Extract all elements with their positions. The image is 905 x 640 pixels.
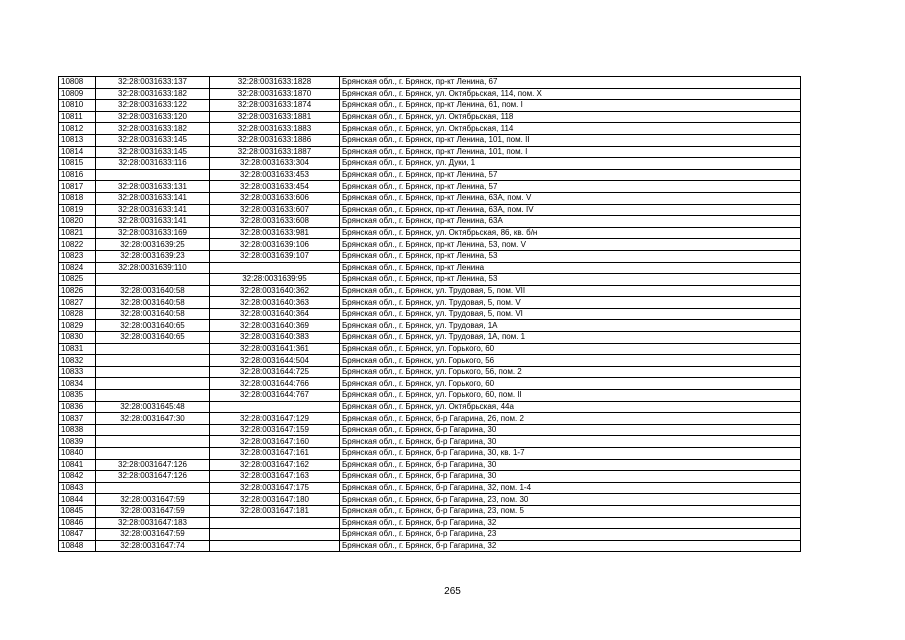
- address-cell: Брянская обл., г. Брянск, пр-кт Ленина, 57: [340, 169, 801, 181]
- row-number-cell: 10842: [59, 471, 96, 483]
- object-number-cell: 32:28:0031644:504: [210, 355, 340, 367]
- row-number-cell: 10813: [59, 134, 96, 146]
- address-cell: Брянская обл., г. Брянск, ул. Трудовая, 5, пом. V: [340, 297, 801, 309]
- parcel-number-cell: 32:28:0031647:30: [96, 413, 210, 425]
- address-cell: Брянская обл., г. Брянск, ул. Дуки, 1: [340, 158, 801, 170]
- row-number-cell: 10838: [59, 424, 96, 436]
- object-number-cell: 32:28:0031633:1828: [210, 77, 340, 89]
- row-number-cell: 10820: [59, 216, 96, 228]
- row-number-cell: 10810: [59, 100, 96, 112]
- parcel-number-cell: 32:28:0031633:145: [96, 134, 210, 146]
- parcel-number-cell: 32:28:0031645:48: [96, 401, 210, 413]
- object-number-cell: 32:28:0031633:1870: [210, 88, 340, 100]
- parcel-number-cell: 32:28:0031639:110: [96, 262, 210, 274]
- row-number-cell: 10846: [59, 517, 96, 529]
- row-number-cell: 10812: [59, 123, 96, 135]
- object-number-cell: 32:28:0031647:181: [210, 505, 340, 517]
- table-row: [59, 378, 801, 390]
- page-number: 265: [444, 586, 461, 597]
- address-cell: Брянская обл., г. Брянск, пр-кт Ленина, 63А, пом. IV: [340, 204, 801, 216]
- object-number-cell: 32:28:0031633:1886: [210, 134, 340, 146]
- row-number-cell: 10843: [59, 482, 96, 494]
- object-number-cell: 32:28:0031633:304: [210, 158, 340, 170]
- row-number-cell: 10825: [59, 274, 96, 286]
- row-number-cell: 10826: [59, 285, 96, 297]
- row-number-cell: 10821: [59, 227, 96, 239]
- address-cell: Брянская обл., г. Брянск, ул. Горького, 56: [340, 355, 801, 367]
- table-row: [59, 505, 801, 517]
- object-number-cell: [210, 401, 340, 413]
- parcel-number-cell: [96, 448, 210, 460]
- table-row: [59, 111, 801, 123]
- row-number-cell: 10840: [59, 448, 96, 460]
- address-cell: Брянская обл., г. Брянск, ул. Горького, 60: [340, 378, 801, 390]
- object-number-cell: 32:28:0031640:383: [210, 332, 340, 344]
- row-number-cell: 10844: [59, 494, 96, 506]
- parcel-number-cell: 32:28:0031633:182: [96, 123, 210, 135]
- address-cell: Брянская обл., г. Брянск, пр-кт Ленина, 63А: [340, 216, 801, 228]
- address-cell: Брянская обл., г. Брянск, ул. Трудовая, 5, пом. VII: [340, 285, 801, 297]
- table-row: [59, 77, 801, 89]
- row-number-cell: 10814: [59, 146, 96, 158]
- object-number-cell: [210, 540, 340, 552]
- object-number-cell: 32:28:0031639:107: [210, 250, 340, 262]
- parcel-number-cell: 32:28:0031647:74: [96, 540, 210, 552]
- object-number-cell: 32:28:0031644:766: [210, 378, 340, 390]
- row-number-cell: 10811: [59, 111, 96, 123]
- table-row: [59, 169, 801, 181]
- parcel-number-cell: [96, 366, 210, 378]
- address-cell: Брянская обл., г. Брянск, б-р Гагарина, 30: [340, 459, 801, 471]
- row-number-cell: 10822: [59, 239, 96, 251]
- table-row: [59, 181, 801, 193]
- address-cell: Брянская обл., г. Брянск, ул. Октябрьская, 118: [340, 111, 801, 123]
- object-number-cell: 32:28:0031633:1874: [210, 100, 340, 112]
- object-number-cell: 32:28:0031640:364: [210, 308, 340, 320]
- table-row: [59, 494, 801, 506]
- parcel-number-cell: 32:28:0031640:58: [96, 297, 210, 309]
- row-number-cell: 10823: [59, 250, 96, 262]
- parcel-number-cell: 32:28:0031640:65: [96, 320, 210, 332]
- table-row: [59, 366, 801, 378]
- address-cell: Брянская обл., г. Брянск, ул. Октябрьская, 114: [340, 123, 801, 135]
- object-number-cell: 32:28:0031647:163: [210, 471, 340, 483]
- table-row: [59, 332, 801, 344]
- table-row: [59, 158, 801, 170]
- parcel-number-cell: 32:28:0031647:183: [96, 517, 210, 529]
- registry-table: [58, 76, 801, 552]
- address-cell: Брянская обл., г. Брянск, пр-кт Ленина, 53: [340, 250, 801, 262]
- address-cell: Брянская обл., г. Брянск, пр-кт Ленина, 53, пом. V: [340, 239, 801, 251]
- object-number-cell: 32:28:0031647:159: [210, 424, 340, 436]
- object-number-cell: 32:28:0031647:175: [210, 482, 340, 494]
- parcel-number-cell: [96, 169, 210, 181]
- row-number-cell: 10847: [59, 529, 96, 541]
- address-cell: Брянская обл., г. Брянск, ул. Трудовая, 1А: [340, 320, 801, 332]
- address-cell: Брянская обл., г. Брянск, ул. Октябрьская, 86, кв. б/н: [340, 227, 801, 239]
- address-cell: Брянская обл., г. Брянск, б-р Гагарина, 30: [340, 424, 801, 436]
- parcel-number-cell: 32:28:0031633:122: [96, 100, 210, 112]
- table-row: [59, 285, 801, 297]
- table-row: [59, 413, 801, 425]
- table-row: [59, 390, 801, 402]
- object-number-cell: 32:28:0031647:161: [210, 448, 340, 460]
- table-row: [59, 529, 801, 541]
- table-row: [59, 308, 801, 320]
- object-number-cell: 32:28:0031644:725: [210, 366, 340, 378]
- address-cell: Брянская обл., г. Брянск, пр-кт Ленина, 101, пом. II: [340, 134, 801, 146]
- row-number-cell: 10833: [59, 366, 96, 378]
- table-row: [59, 192, 801, 204]
- table-row: [59, 448, 801, 460]
- parcel-number-cell: 32:28:0031633:141: [96, 192, 210, 204]
- table-row: [59, 540, 801, 552]
- table-row: [59, 459, 801, 471]
- parcel-number-cell: 32:28:0031647:59: [96, 505, 210, 517]
- object-number-cell: 32:28:0031633:1887: [210, 146, 340, 158]
- address-cell: Брянская обл., г. Брянск, б-р Гагарина, 23: [340, 529, 801, 541]
- parcel-number-cell: [96, 343, 210, 355]
- address-cell: Брянская обл., г. Брянск, пр-кт Ленина, 61, пом. I: [340, 100, 801, 112]
- parcel-number-cell: 32:28:0031633:141: [96, 204, 210, 216]
- object-number-cell: 32:28:0031640:369: [210, 320, 340, 332]
- address-cell: Брянская обл., г. Брянск, б-р Гагарина, 32, пом. 1-4: [340, 482, 801, 494]
- address-cell: Брянская обл., г. Брянск, пр-кт Ленина, 63А, пом. V: [340, 192, 801, 204]
- table-row: [59, 88, 801, 100]
- parcel-number-cell: [96, 436, 210, 448]
- address-cell: Брянская обл., г. Брянск, ул. Трудовая, 5, пом. VI: [340, 308, 801, 320]
- table-row: [59, 274, 801, 286]
- address-cell: Брянская обл., г. Брянск, пр-кт Ленина, 57: [340, 181, 801, 193]
- row-number-cell: 10829: [59, 320, 96, 332]
- row-number-cell: 10832: [59, 355, 96, 367]
- row-number-cell: 10835: [59, 390, 96, 402]
- table-row: [59, 320, 801, 332]
- object-number-cell: 32:28:0031647:129: [210, 413, 340, 425]
- table-row: [59, 123, 801, 135]
- parcel-number-cell: [96, 482, 210, 494]
- parcel-number-cell: 32:28:0031640:65: [96, 332, 210, 344]
- address-cell: Брянская обл., г. Брянск, пр-кт Ленина, 67: [340, 77, 801, 89]
- row-number-cell: 10841: [59, 459, 96, 471]
- object-number-cell: 32:28:0031639:95: [210, 274, 340, 286]
- address-cell: Брянская обл., г. Брянск, пр-кт Ленина: [340, 262, 801, 274]
- table-row: [59, 482, 801, 494]
- parcel-number-cell: 32:28:0031640:58: [96, 285, 210, 297]
- object-number-cell: 32:28:0031633:981: [210, 227, 340, 239]
- parcel-number-cell: 32:28:0031640:58: [96, 308, 210, 320]
- parcel-number-cell: 32:28:0031633:145: [96, 146, 210, 158]
- object-number-cell: 32:28:0031633:606: [210, 192, 340, 204]
- table-row: [59, 146, 801, 158]
- address-cell: Брянская обл., г. Брянск, б-р Гагарина, 23, пом. 30: [340, 494, 801, 506]
- object-number-cell: 32:28:0031641:361: [210, 343, 340, 355]
- table-row: [59, 227, 801, 239]
- parcel-number-cell: 32:28:0031647:126: [96, 459, 210, 471]
- table-row: [59, 471, 801, 483]
- row-number-cell: 10808: [59, 77, 96, 89]
- parcel-number-cell: 32:28:0031639:23: [96, 250, 210, 262]
- address-cell: Брянская обл., г. Брянск, ул. Октябрьская, 44а: [340, 401, 801, 413]
- parcel-number-cell: 32:28:0031647:59: [96, 494, 210, 506]
- address-cell: Брянская обл., г. Брянск, пр-кт Ленина, 101, пом. I: [340, 146, 801, 158]
- address-cell: Брянская обл., г. Брянск, б-р Гагарина, 30: [340, 471, 801, 483]
- parcel-number-cell: 32:28:0031633:169: [96, 227, 210, 239]
- address-cell: Брянская обл., г. Брянск, б-р Гагарина, 30: [340, 436, 801, 448]
- object-number-cell: 32:28:0031647:162: [210, 459, 340, 471]
- table-row: [59, 100, 801, 112]
- row-number-cell: 10845: [59, 505, 96, 517]
- address-cell: Брянская обл., г. Брянск, б-р Гагарина, 30, кв. 1-7: [340, 448, 801, 460]
- table-row: [59, 343, 801, 355]
- row-number-cell: 10830: [59, 332, 96, 344]
- object-number-cell: 32:28:0031644:767: [210, 390, 340, 402]
- object-number-cell: 32:28:0031640:362: [210, 285, 340, 297]
- address-cell: Брянская обл., г. Брянск, ул. Горького, 60: [340, 343, 801, 355]
- row-number-cell: 10839: [59, 436, 96, 448]
- object-number-cell: 32:28:0031633:453: [210, 169, 340, 181]
- address-cell: Брянская обл., г. Брянск, б-р Гагарина, 32: [340, 517, 801, 529]
- table-row: [59, 424, 801, 436]
- table-row: [59, 517, 801, 529]
- address-cell: Брянская обл., г. Брянск, пр-кт Ленина, 53: [340, 274, 801, 286]
- object-number-cell: 32:28:0031633:608: [210, 216, 340, 228]
- table-row: [59, 204, 801, 216]
- row-number-cell: 10827: [59, 297, 96, 309]
- object-number-cell: 32:28:0031647:160: [210, 436, 340, 448]
- parcel-number-cell: 32:28:0031647:59: [96, 529, 210, 541]
- table-row: [59, 436, 801, 448]
- parcel-number-cell: 32:28:0031633:120: [96, 111, 210, 123]
- row-number-cell: 10828: [59, 308, 96, 320]
- row-number-cell: 10834: [59, 378, 96, 390]
- table-row: [59, 250, 801, 262]
- address-cell: Брянская обл., г. Брянск, б-р Гагарина, 32: [340, 540, 801, 552]
- registry-table-body: [59, 77, 801, 552]
- table-row: [59, 401, 801, 413]
- object-number-cell: 32:28:0031633:1883: [210, 123, 340, 135]
- parcel-number-cell: [96, 424, 210, 436]
- table-row: [59, 216, 801, 228]
- parcel-number-cell: 32:28:0031647:126: [96, 471, 210, 483]
- parcel-number-cell: [96, 355, 210, 367]
- object-number-cell: 32:28:0031647:180: [210, 494, 340, 506]
- parcel-number-cell: [96, 378, 210, 390]
- parcel-number-cell: [96, 274, 210, 286]
- row-number-cell: 10819: [59, 204, 96, 216]
- row-number-cell: 10816: [59, 169, 96, 181]
- object-number-cell: 32:28:0031639:106: [210, 239, 340, 251]
- row-number-cell: 10824: [59, 262, 96, 274]
- address-cell: Брянская обл., г. Брянск, б-р Гагарина, 23, пом. 5: [340, 505, 801, 517]
- object-number-cell: 32:28:0031633:454: [210, 181, 340, 193]
- row-number-cell: 10848: [59, 540, 96, 552]
- object-number-cell: 32:28:0031633:607: [210, 204, 340, 216]
- row-number-cell: 10837: [59, 413, 96, 425]
- parcel-number-cell: [96, 390, 210, 402]
- parcel-number-cell: 32:28:0031633:137: [96, 77, 210, 89]
- address-cell: Брянская обл., г. Брянск, ул. Октябрьская, 114, пом. X: [340, 88, 801, 100]
- object-number-cell: 32:28:0031633:1881: [210, 111, 340, 123]
- table-row: [59, 355, 801, 367]
- row-number-cell: 10809: [59, 88, 96, 100]
- address-cell: Брянская обл., г. Брянск, б-р Гагарина, 26, пом. 2: [340, 413, 801, 425]
- parcel-number-cell: 32:28:0031633:182: [96, 88, 210, 100]
- parcel-number-cell: 32:28:0031633:131: [96, 181, 210, 193]
- object-number-cell: 32:28:0031640:363: [210, 297, 340, 309]
- parcel-number-cell: 32:28:0031633:116: [96, 158, 210, 170]
- row-number-cell: 10815: [59, 158, 96, 170]
- parcel-number-cell: 32:28:0031633:141: [96, 216, 210, 228]
- table-row: [59, 262, 801, 274]
- table-row: [59, 297, 801, 309]
- object-number-cell: [210, 529, 340, 541]
- table-row: [59, 239, 801, 251]
- row-number-cell: 10836: [59, 401, 96, 413]
- object-number-cell: [210, 262, 340, 274]
- table-row: [59, 134, 801, 146]
- address-cell: Брянская обл., г. Брянск, ул. Горького, 56, пом. 2: [340, 366, 801, 378]
- row-number-cell: 10831: [59, 343, 96, 355]
- address-cell: Брянская обл., г. Брянск, ул. Горького, 60, пом. II: [340, 390, 801, 402]
- object-number-cell: [210, 517, 340, 529]
- row-number-cell: 10817: [59, 181, 96, 193]
- address-cell: Брянская обл., г. Брянск, ул. Трудовая, 1А, пом. 1: [340, 332, 801, 344]
- row-number-cell: 10818: [59, 192, 96, 204]
- parcel-number-cell: 32:28:0031639:25: [96, 239, 210, 251]
